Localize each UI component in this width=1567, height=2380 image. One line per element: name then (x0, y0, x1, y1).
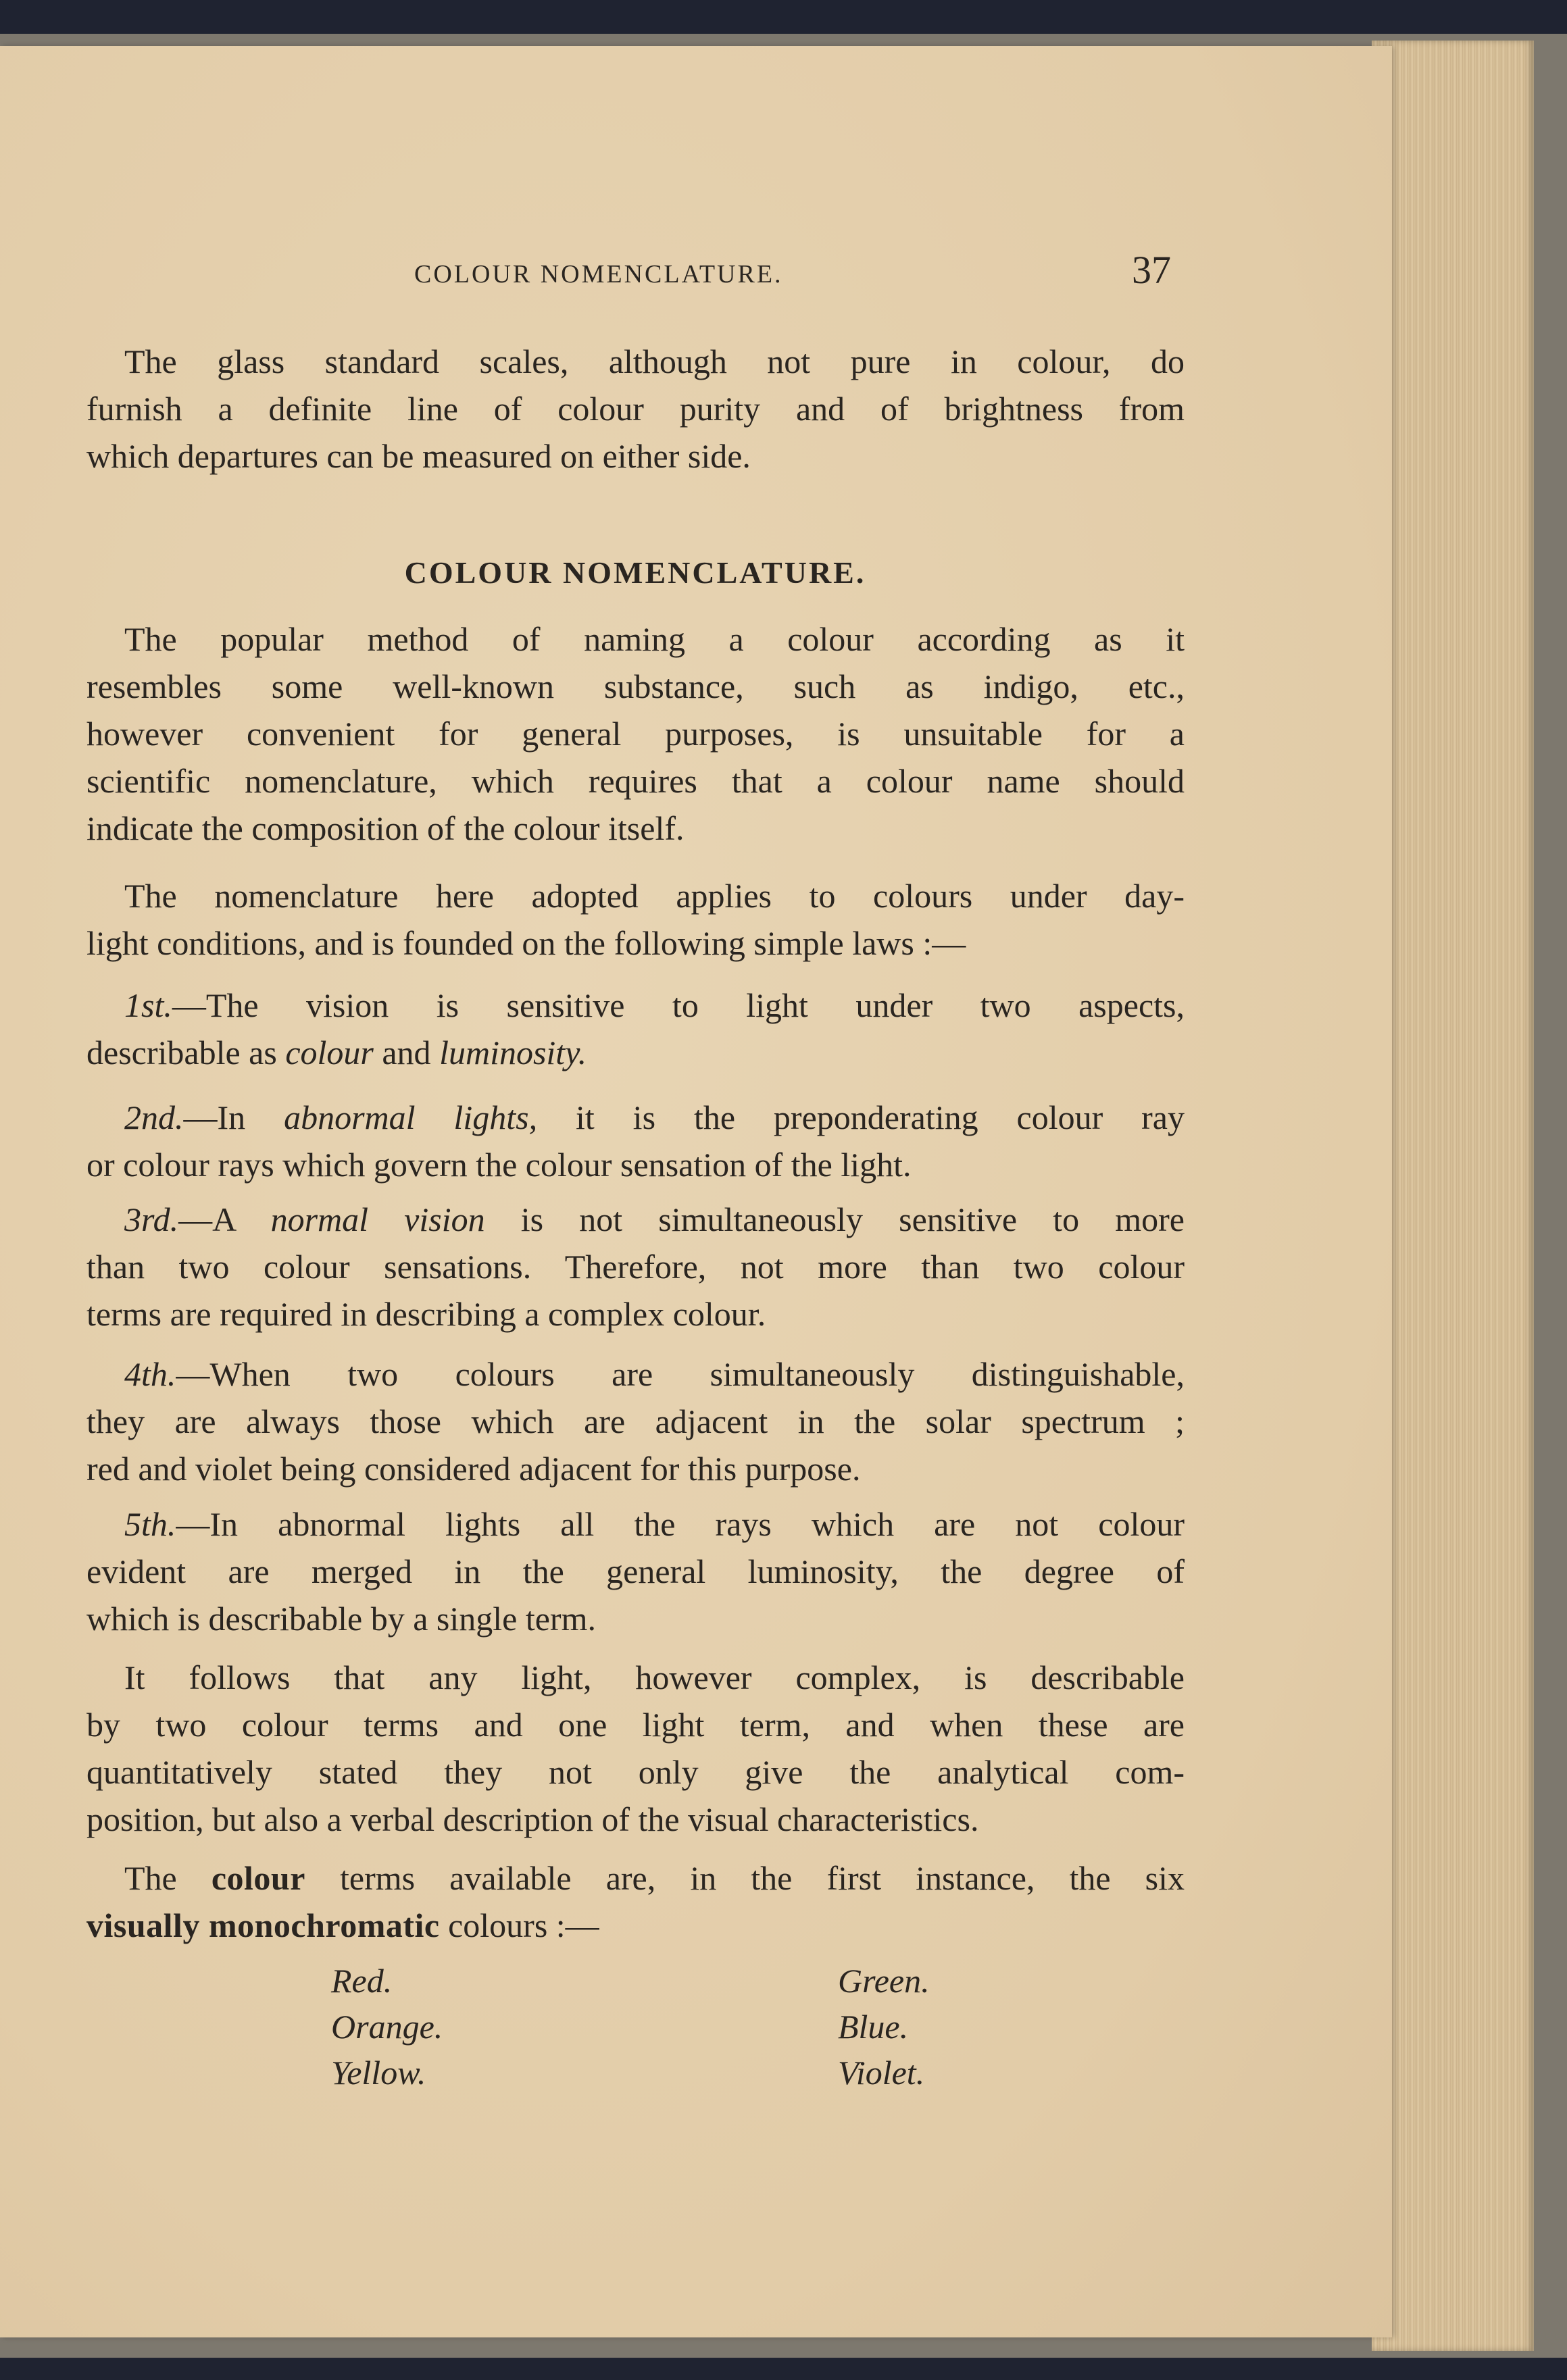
text-line (86, 1029, 1185, 1076)
italic-text: 1st. (124, 986, 172, 1024)
italic-text: luminosity. (439, 1034, 587, 1071)
text-segment: than two colour sensations. Therefore, not more than two colour (86, 1248, 1185, 1286)
text-line (86, 615, 1185, 663)
text-segment: and (373, 1034, 440, 1071)
text-segment: —In (183, 1098, 284, 1136)
text-line (86, 1796, 1185, 1843)
text-segment: colours :— (439, 1906, 599, 1944)
text-segment: quantitatively stated they not only give the analytical com- (86, 1753, 1185, 1791)
paragraph (86, 1500, 1185, 1642)
text-line (86, 1854, 1185, 1902)
text-segment: furnish a definite line of colour purity and of brightness from (86, 390, 1185, 428)
paragraph (86, 1654, 1185, 1843)
text-segment: scientific nomenclature, which requires that a colour name should (86, 762, 1185, 800)
text-segment: they are always those which are adjacent in the solar spectrum ; (86, 1402, 1185, 1440)
colour-item: Blue. (838, 2008, 909, 2046)
text-segment: which departures can be measured on either side. (86, 437, 751, 475)
text-line (86, 1196, 1185, 1243)
bold-text: visually monochromatic (86, 1906, 440, 1944)
italic-text: 5th. (124, 1505, 176, 1543)
paragraph (86, 1350, 1185, 1492)
text-line (86, 1595, 1185, 1642)
text-segment: —The vision is sensitive to light under two aspects, (172, 986, 1185, 1024)
text-line (86, 982, 1185, 1029)
paragraph (86, 338, 1185, 480)
text-line (86, 1500, 1185, 1548)
text-line (86, 872, 1185, 919)
italic-text: colour (285, 1034, 374, 1071)
paragraph (86, 1094, 1185, 1188)
text-segment: or colour rays which govern the colour sensation of the light. (86, 1146, 912, 1184)
text-segment: position, but also a verbal description of the visual characteristics. (86, 1800, 979, 1838)
paragraph (86, 872, 1185, 967)
page-number: 37 (1132, 248, 1171, 292)
text-segment: The glass standard scales, although not pure in colour, do (124, 343, 1185, 380)
text-line (86, 385, 1185, 432)
text-segment: It follows that any light, however complex, is describable (124, 1659, 1185, 1696)
text-segment: describable as (86, 1034, 286, 1071)
text-segment: by two colour terms and one light term, and when these are (86, 1706, 1185, 1744)
paragraph (86, 982, 1185, 1076)
italic-text: 2nd. (124, 1098, 184, 1136)
colour-item: Green. (838, 1962, 930, 2000)
text-line (86, 1141, 1185, 1188)
italic-text: abnormal lights, (284, 1098, 538, 1136)
paragraph (86, 1854, 1185, 1949)
text-line (86, 1748, 1185, 1796)
colour-item: Violet. (838, 2054, 925, 2092)
text-segment: which is describable by a single term. (86, 1600, 596, 1638)
text-line (86, 1902, 1185, 1949)
text-line (86, 1548, 1185, 1595)
text-segment: it is the preponderating colour ray (537, 1098, 1185, 1136)
text-segment: terms available are, in the first instance, the six (305, 1859, 1185, 1897)
text-segment: —When two colours are simultaneously distinguishable, (176, 1355, 1185, 1393)
text-segment: The (124, 1859, 212, 1897)
text-line (86, 1350, 1185, 1398)
book-page (0, 46, 1392, 2337)
colour-item: Red. (331, 1962, 393, 2000)
page-edges (1372, 41, 1534, 2351)
text-segment: —A (178, 1200, 271, 1238)
text-line (86, 757, 1185, 805)
text-segment: light conditions, and is founded on the following simple laws :— (86, 924, 966, 962)
text-line (86, 1243, 1185, 1290)
text-line (86, 1094, 1185, 1141)
text-segment: however convenient for general purposes, is unsuitable for a (86, 715, 1185, 753)
italic-text: normal vision (270, 1200, 485, 1238)
paragraph (86, 615, 1185, 852)
text-line (86, 663, 1185, 710)
colour-list-left (331, 1958, 443, 2096)
text-segment: The nomenclature here adopted applies to colours under day- (124, 877, 1185, 915)
text-line (86, 1701, 1185, 1748)
text-segment: red and violet being considered adjacent for this purpose. (86, 1450, 861, 1488)
text-segment: is not simultaneously sensitive to more (484, 1200, 1185, 1238)
colour-list-right (838, 1958, 930, 2096)
colour-item: Orange. (331, 2008, 443, 2046)
text-segment: terms are required in describing a complex colour. (86, 1295, 766, 1333)
bold-text: colour (211, 1859, 305, 1897)
italic-text: 4th. (124, 1355, 176, 1393)
text-line (86, 710, 1185, 757)
text-line (86, 1445, 1185, 1492)
text-segment: resembles some well-known substance, such as indigo, etc., (86, 667, 1185, 705)
text-segment: —In abnormal lights all the rays which are not colour (176, 1505, 1185, 1543)
section-heading: COLOUR NOMENCLATURE. (404, 555, 866, 590)
text-line (86, 432, 1185, 480)
text-segment: evident are merged in the general luminosity, the degree of (86, 1552, 1185, 1590)
text-line (86, 338, 1185, 385)
text-line (86, 805, 1185, 852)
text-line (86, 919, 1185, 967)
text-line (86, 1654, 1185, 1701)
text-segment: The popular method of naming a colour according as it (124, 620, 1185, 658)
text-segment: indicate the composition of the colour itself. (86, 809, 685, 847)
text-line (86, 1398, 1185, 1445)
italic-text: 3rd. (124, 1200, 179, 1238)
text-line (86, 1290, 1185, 1338)
paragraph (86, 1196, 1185, 1338)
running-header: COLOUR NOMENCLATURE. (414, 260, 783, 288)
colour-item: Yellow. (331, 2054, 426, 2092)
